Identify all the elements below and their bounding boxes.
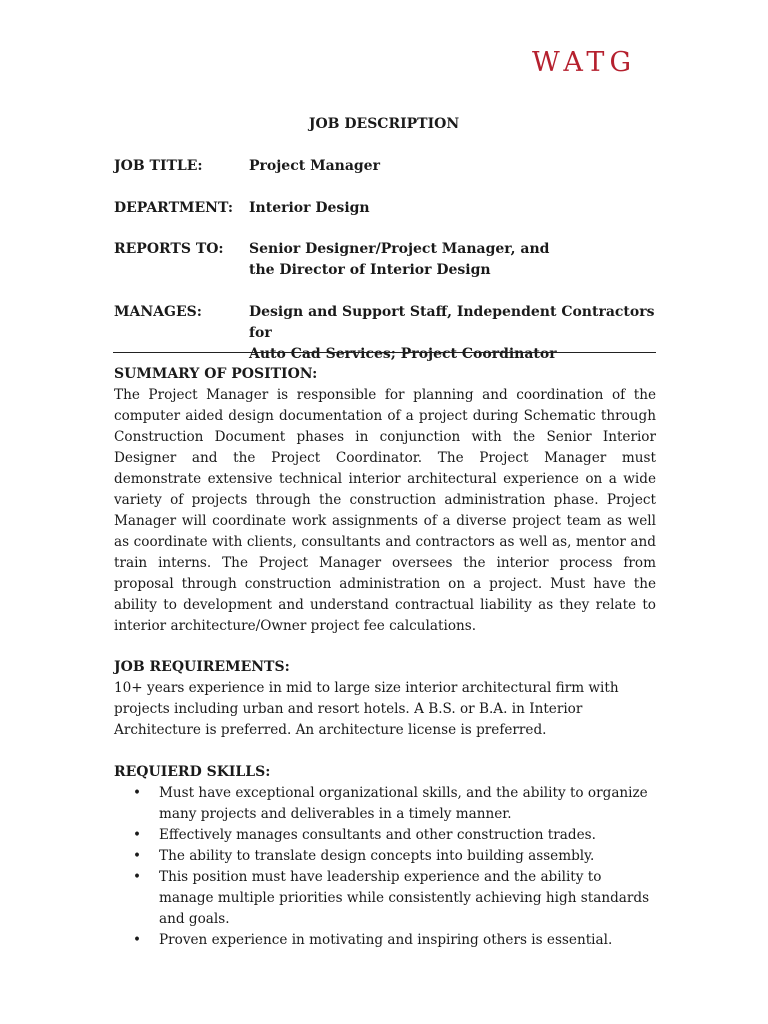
summary-heading: SUMMARY OF POSITION:	[114, 366, 318, 382]
summary-section	[114, 364, 656, 637]
field-job-title	[114, 156, 659, 177]
field-label: MANAGES:	[114, 304, 202, 320]
requirements-heading: JOB REQUIREMENTS:	[114, 659, 290, 675]
requirements-text: 10+ years experience in mid to large size interior architectural firm with projects including urban and resort hotels. A B.S. or B.A. in Interior Architecture is preferred. An architecture license is preferred.	[114, 680, 619, 738]
watg-logo: WATG	[532, 47, 637, 78]
bullet-icon: •	[133, 827, 142, 843]
field-label: JOB TITLE:	[114, 158, 203, 174]
list-item	[114, 846, 656, 867]
skill-text: Effectively manages consultants and other construction trades.	[159, 827, 596, 843]
field-value: Project Manager	[249, 158, 380, 174]
bullet-icon: •	[133, 785, 142, 801]
section-divider	[113, 352, 656, 353]
list-item	[114, 930, 656, 951]
skills-heading: REQUIERD SKILLS:	[114, 764, 271, 780]
requirements-section	[114, 657, 656, 741]
field-value: Interior Design	[249, 200, 370, 216]
field-department	[114, 198, 659, 219]
document-title: JOB DESCRIPTION	[308, 116, 460, 132]
bullet-icon: •	[133, 869, 142, 885]
field-reports-to	[114, 239, 659, 281]
skills-list	[114, 783, 656, 951]
list-item	[114, 825, 656, 846]
summary-text: The Project Manager is responsible for planning and coordination of the computer aided design documentation of a project during Schematic through Construction Document phases in conjunction with the Senior Interior Designer and the Project Coordinator. The Project Manager must demonstrate extensive technical interior architectural experience on a wide variety of projects through the construction administration phase. Project Manager will coordinate work assignments of a diverse project team as well as coordinate with clients, consultants and contractors as well as, mentor and train interns. The Project Manager oversees the interior process from proposal through construction administration on a project. Must have the ability to development and understand contractual liability as they relate to interior architecture/Owner project fee calculations.	[114, 387, 656, 634]
field-value: Design and Support Staff, Independent Contractors for Auto Cad Services; Project Coordinator	[249, 304, 655, 362]
skill-text: This position must have leadership experience and the ability to manage multiple priorities while consistently achieving high standards and goals.	[159, 869, 650, 927]
skill-text: The ability to translate design concepts into building assembly.	[159, 848, 595, 864]
skills-section	[114, 762, 656, 951]
field-value: Senior Designer/Project Manager, and the Director of Interior Design	[249, 241, 550, 278]
field-label: REPORTS TO:	[114, 241, 224, 257]
list-item	[114, 783, 656, 825]
field-manages	[114, 302, 659, 365]
bullet-icon: •	[133, 848, 142, 864]
bullet-icon: •	[133, 932, 142, 948]
skill-text: Must have exceptional organizational skills, and the ability to organize many projects and deliverables in a timely manner.	[159, 785, 648, 822]
skill-text: Proven experience in motivating and inspiring others is essential.	[159, 932, 613, 948]
field-label: DEPARTMENT:	[114, 200, 234, 216]
list-item	[114, 867, 656, 930]
